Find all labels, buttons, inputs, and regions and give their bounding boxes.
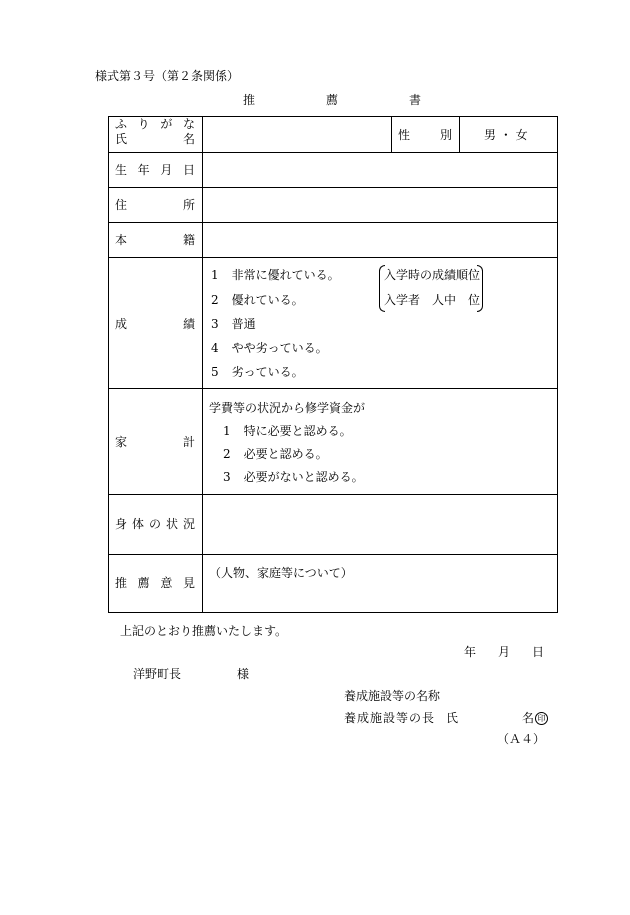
row-divider-2 <box>108 187 558 188</box>
head-name-label: 氏 <box>446 711 459 725</box>
grade-item-2: 2 優れている。 <box>211 293 304 307</box>
grade-item-5: 5 劣っている。 <box>211 365 304 379</box>
table-bottom-border <box>108 612 558 613</box>
household-label: 家 計 <box>115 435 195 449</box>
domicile-label: 本 籍 <box>115 233 195 247</box>
rank-line-1: 入学時の成績順位 <box>384 268 481 282</box>
row-divider-5 <box>108 388 558 389</box>
facility-head-label: 養成施設等の長 <box>344 711 436 725</box>
row-divider-6 <box>108 494 558 495</box>
grade-item-4: 4 やや劣っている。 <box>211 341 328 355</box>
table-right-border <box>557 116 558 613</box>
name-seal-field: 名 印 <box>522 712 548 725</box>
gender-label: 性 別 <box>398 128 452 142</box>
grade-item-1: 1 非常に優れている。 <box>211 268 340 282</box>
name-label: 氏 名 <box>115 132 195 146</box>
seal-mark-icon: 印 <box>535 712 548 725</box>
addressee: 洋野町長 <box>133 667 182 681</box>
physical-condition-label: 身 体 の 状 況 <box>115 517 195 531</box>
gender-left-divider <box>391 116 392 152</box>
table-top-border <box>108 116 558 117</box>
household-item-2: 2 必要と認める。 <box>223 447 328 461</box>
recommendation-hint: （人物、家庭等について） <box>209 566 353 580</box>
furigana-label: ふ り が な <box>115 117 195 131</box>
table-left-border <box>108 116 109 613</box>
row-divider-3 <box>108 222 558 223</box>
row-divider-7 <box>108 554 558 555</box>
statement: 上記のとおり推薦いたします。 <box>120 624 288 638</box>
recommendation-label: 推 薦 意 見 <box>115 576 195 590</box>
addressee-honorific: 様 <box>237 667 250 681</box>
row-divider-1 <box>108 152 558 153</box>
household-item-3: 3 必要がないと認める。 <box>223 470 364 484</box>
facility-name-label: 養成施設等の名称 <box>344 689 441 703</box>
paper-size: （Ａ４） <box>497 732 546 746</box>
household-item-1: 1 特に必要と認める。 <box>223 424 352 438</box>
row-divider-4 <box>108 257 558 258</box>
label-column-divider <box>202 116 203 613</box>
grades-label: 成 績 <box>115 317 195 331</box>
address-label: 住 所 <box>115 198 195 212</box>
document-title: 推 薦 書 <box>243 93 421 107</box>
form-number: 様式第３号（第２条関係） <box>95 69 240 83</box>
rank-line-2: 入学者 人中 位 <box>384 293 481 307</box>
gender-options: 男 ・ 女 <box>484 128 528 142</box>
birthdate-label: 生 年 月 日 <box>115 163 195 177</box>
grade-item-3: 3 普通 <box>211 317 256 331</box>
gender-mid-divider <box>459 116 460 152</box>
household-intro: 学費等の状況から修学資金が <box>209 401 366 415</box>
date-line: 年 月 日 <box>464 645 544 659</box>
